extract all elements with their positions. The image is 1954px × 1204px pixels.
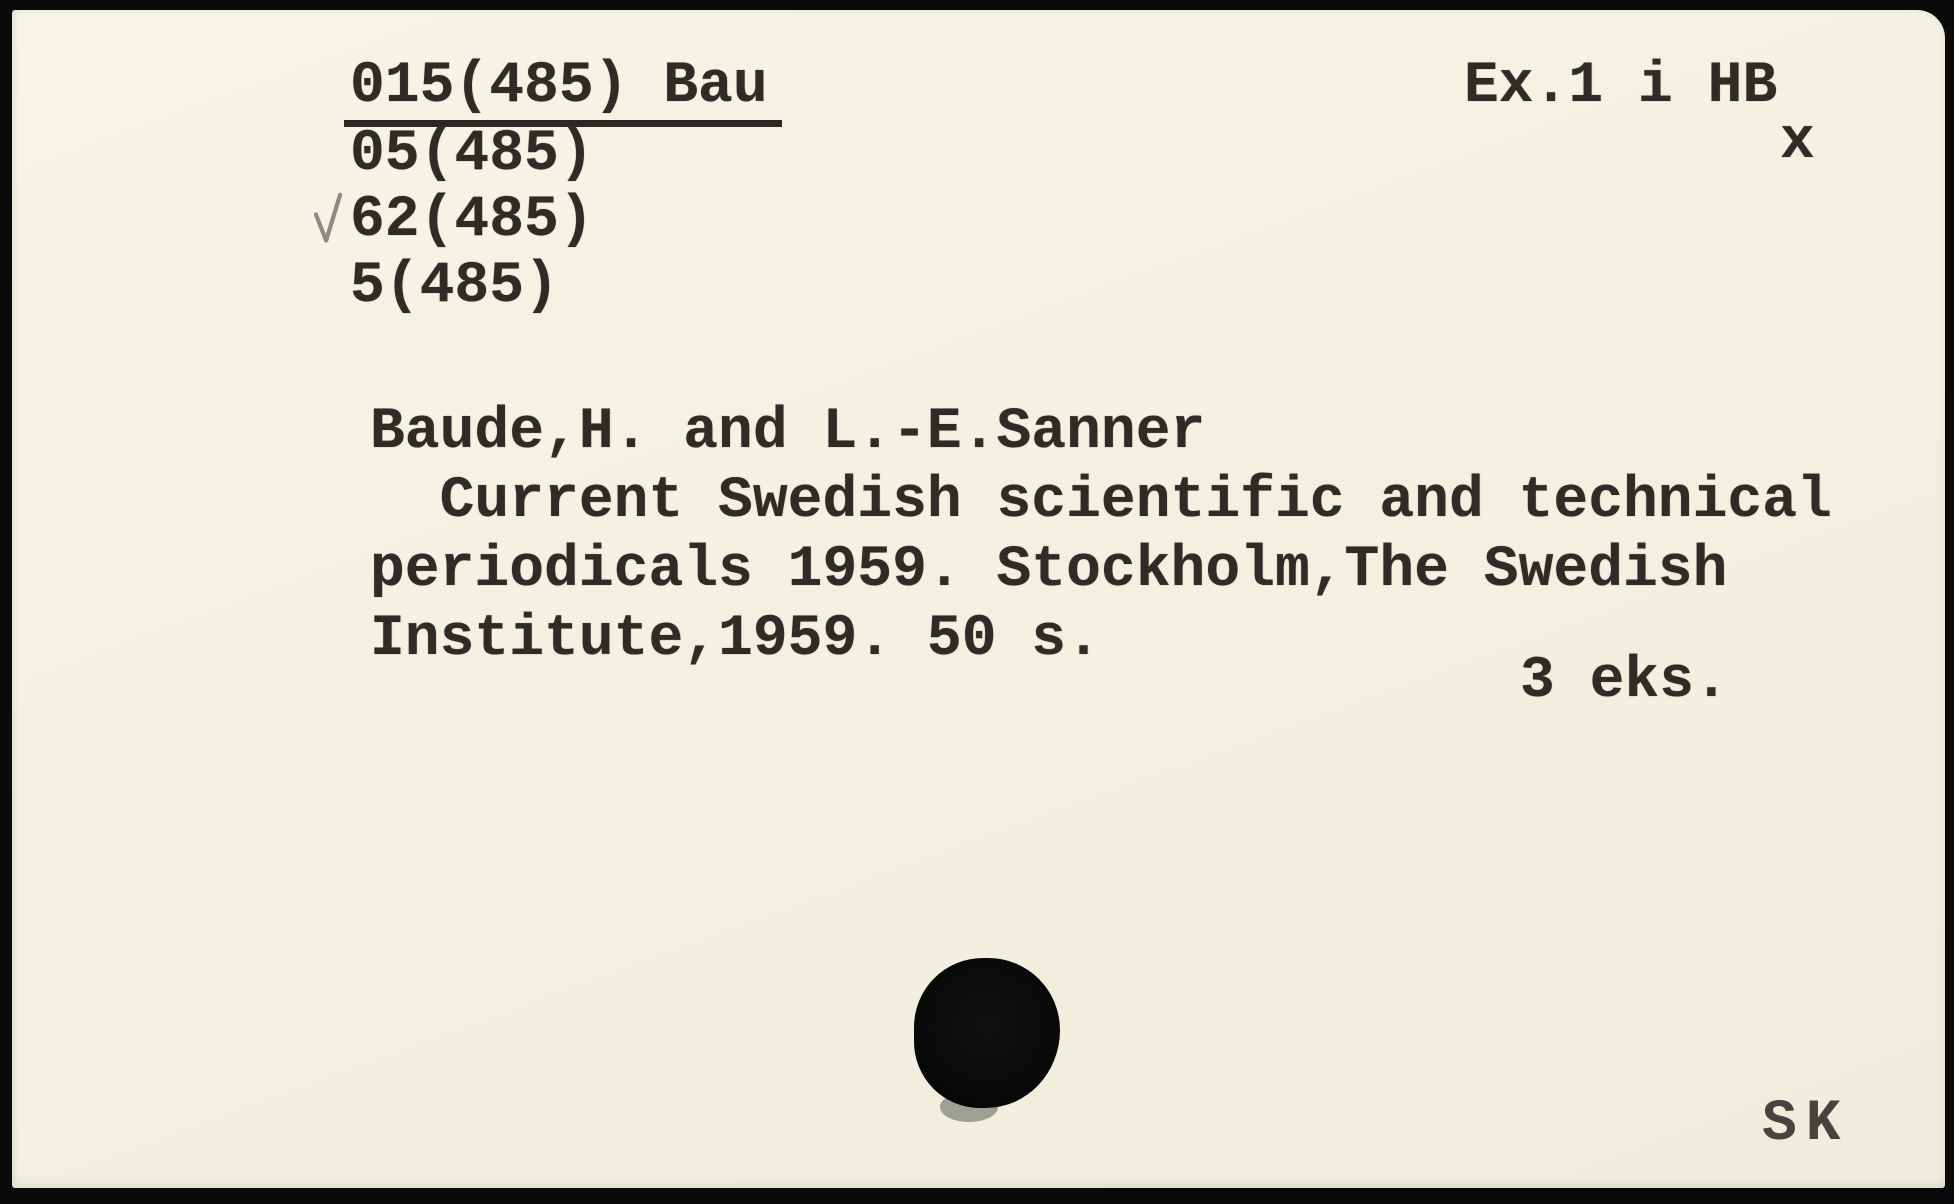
holding-note: Ex.1 i HB (1464, 54, 1778, 119)
catalog-card (12, 10, 1945, 1188)
classification-number-checked: 62(485) (350, 188, 594, 253)
title-line: Current Swedish scientific and technical (370, 469, 1832, 534)
title-line: Institute,1959. 50 s. (370, 607, 1101, 672)
cataloguer-initials: SK (1762, 1092, 1850, 1157)
holding-note-subscript: x (1780, 110, 1815, 175)
title-line: periodicals 1959. Stockholm,The Swedish (370, 538, 1728, 603)
hole-punch-icon (914, 958, 1060, 1108)
pencil-checkmark-icon (314, 192, 342, 248)
classification-number: 05(485) (350, 122, 594, 187)
classification-heading: 015(485) Bau (344, 58, 782, 127)
copies-note: 3 eks. (1520, 649, 1729, 714)
author-line: Baude,H. and L.-E.Sanner (370, 400, 1206, 465)
classification-number: 5(485) (350, 254, 559, 319)
